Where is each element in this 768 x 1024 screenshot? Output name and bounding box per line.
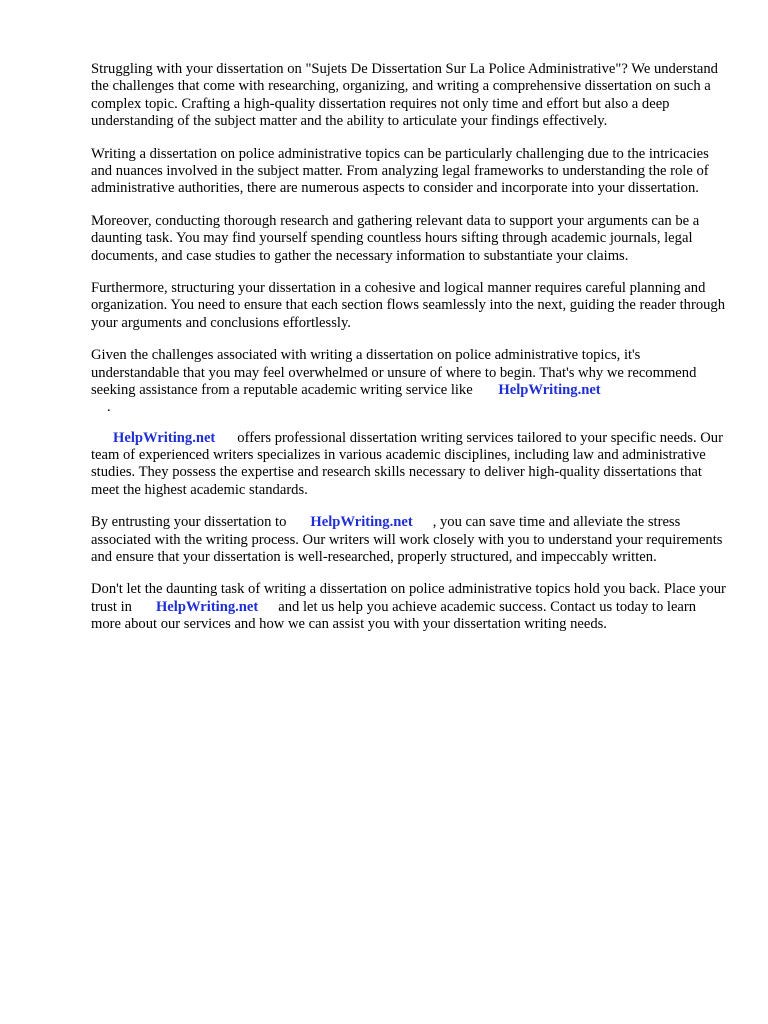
paragraph-intro: Struggling with your dissertation on "Sujets De Dissertation Sur La Police Administrative"? We understand the challenges that come with researching, organizing, and writing a comprehensive dissertation on such a complex topic. Crafting a high-quality dissertation requires not only time and effort but also a deep understanding of the subject matter and the ability to articulate your findings effectively. xyxy=(91,61,718,130)
paragraph-structure: Furthermore, structuring your dissertation in a cohesive and logical manner requires careful planning and organization. You need to ensure that each section flows seamlessly into the next, guiding the reader through your arguments and conclusions effortlessly. xyxy=(91,280,726,331)
helpwriting-link-4[interactable]: HelpWriting.net xyxy=(155,598,259,615)
paragraph-research: Moreover, conducting thorough research and gathering relevant data to support your arguments can be a daunting task. You may find yourself spending countless hours sifting through academic journals, legal documents, and case studies to gather the necessary information to substantiate your claims. xyxy=(91,212,700,264)
helpwriting-link-2[interactable]: HelpWriting.net xyxy=(113,429,216,446)
helpwriting-link-1[interactable]: HelpWriting.net xyxy=(498,382,601,399)
entrusting-text-after: , you can save time and alleviate the stress associated with the writing process. Our writers will work closely with you to understand your requirements and ensure that your dissertation is well-researched, properly structured, and impeccably written. xyxy=(91,514,723,565)
entrusting-text-before: By entrusting your dissertation to xyxy=(91,514,287,531)
paragraph-entrusting xyxy=(91,514,728,566)
paragraph-services xyxy=(91,430,728,500)
paragraph-call-to-action xyxy=(91,581,728,633)
paragraph-challenges: Writing a dissertation on police administrative topics can be particularly challenging due to the intricacies and nuances involved in the subject matter. From analyzing legal frameworks to understanding the role of administrative authorities, there are numerous aspects to consider and incorporate into your dissertation. xyxy=(91,145,709,197)
paragraph-recommendation xyxy=(91,347,728,414)
cta-text-before: Don't let the daunting task of writing a dissertation on police administrative topics hold you back. Place your trust in xyxy=(91,581,726,615)
cta-text-after: and let us help you achieve academic success. Contact us today to learn more about our services and how we can assist you with your dissertation writing needs. xyxy=(91,598,697,633)
services-text: offers professional dissertation writing services tailored to your specific needs. Our team of experienced writers specializes in various academic disciplines, including law and administrative studies. They possess the expertise and research skills necessary to deliver high-quality dissertations that meet the highest academic standards. xyxy=(91,429,723,498)
recommendation-period: . xyxy=(107,398,111,415)
helpwriting-link-3[interactable]: HelpWriting.net xyxy=(310,514,413,531)
recommendation-text: Given the challenges associated with writing a dissertation on police administrative topics, it's understandable that you may feel overwhelmed or unsure of where to begin. That's why we recommend seeking assistance from a reputable academic writing service like xyxy=(91,347,697,399)
